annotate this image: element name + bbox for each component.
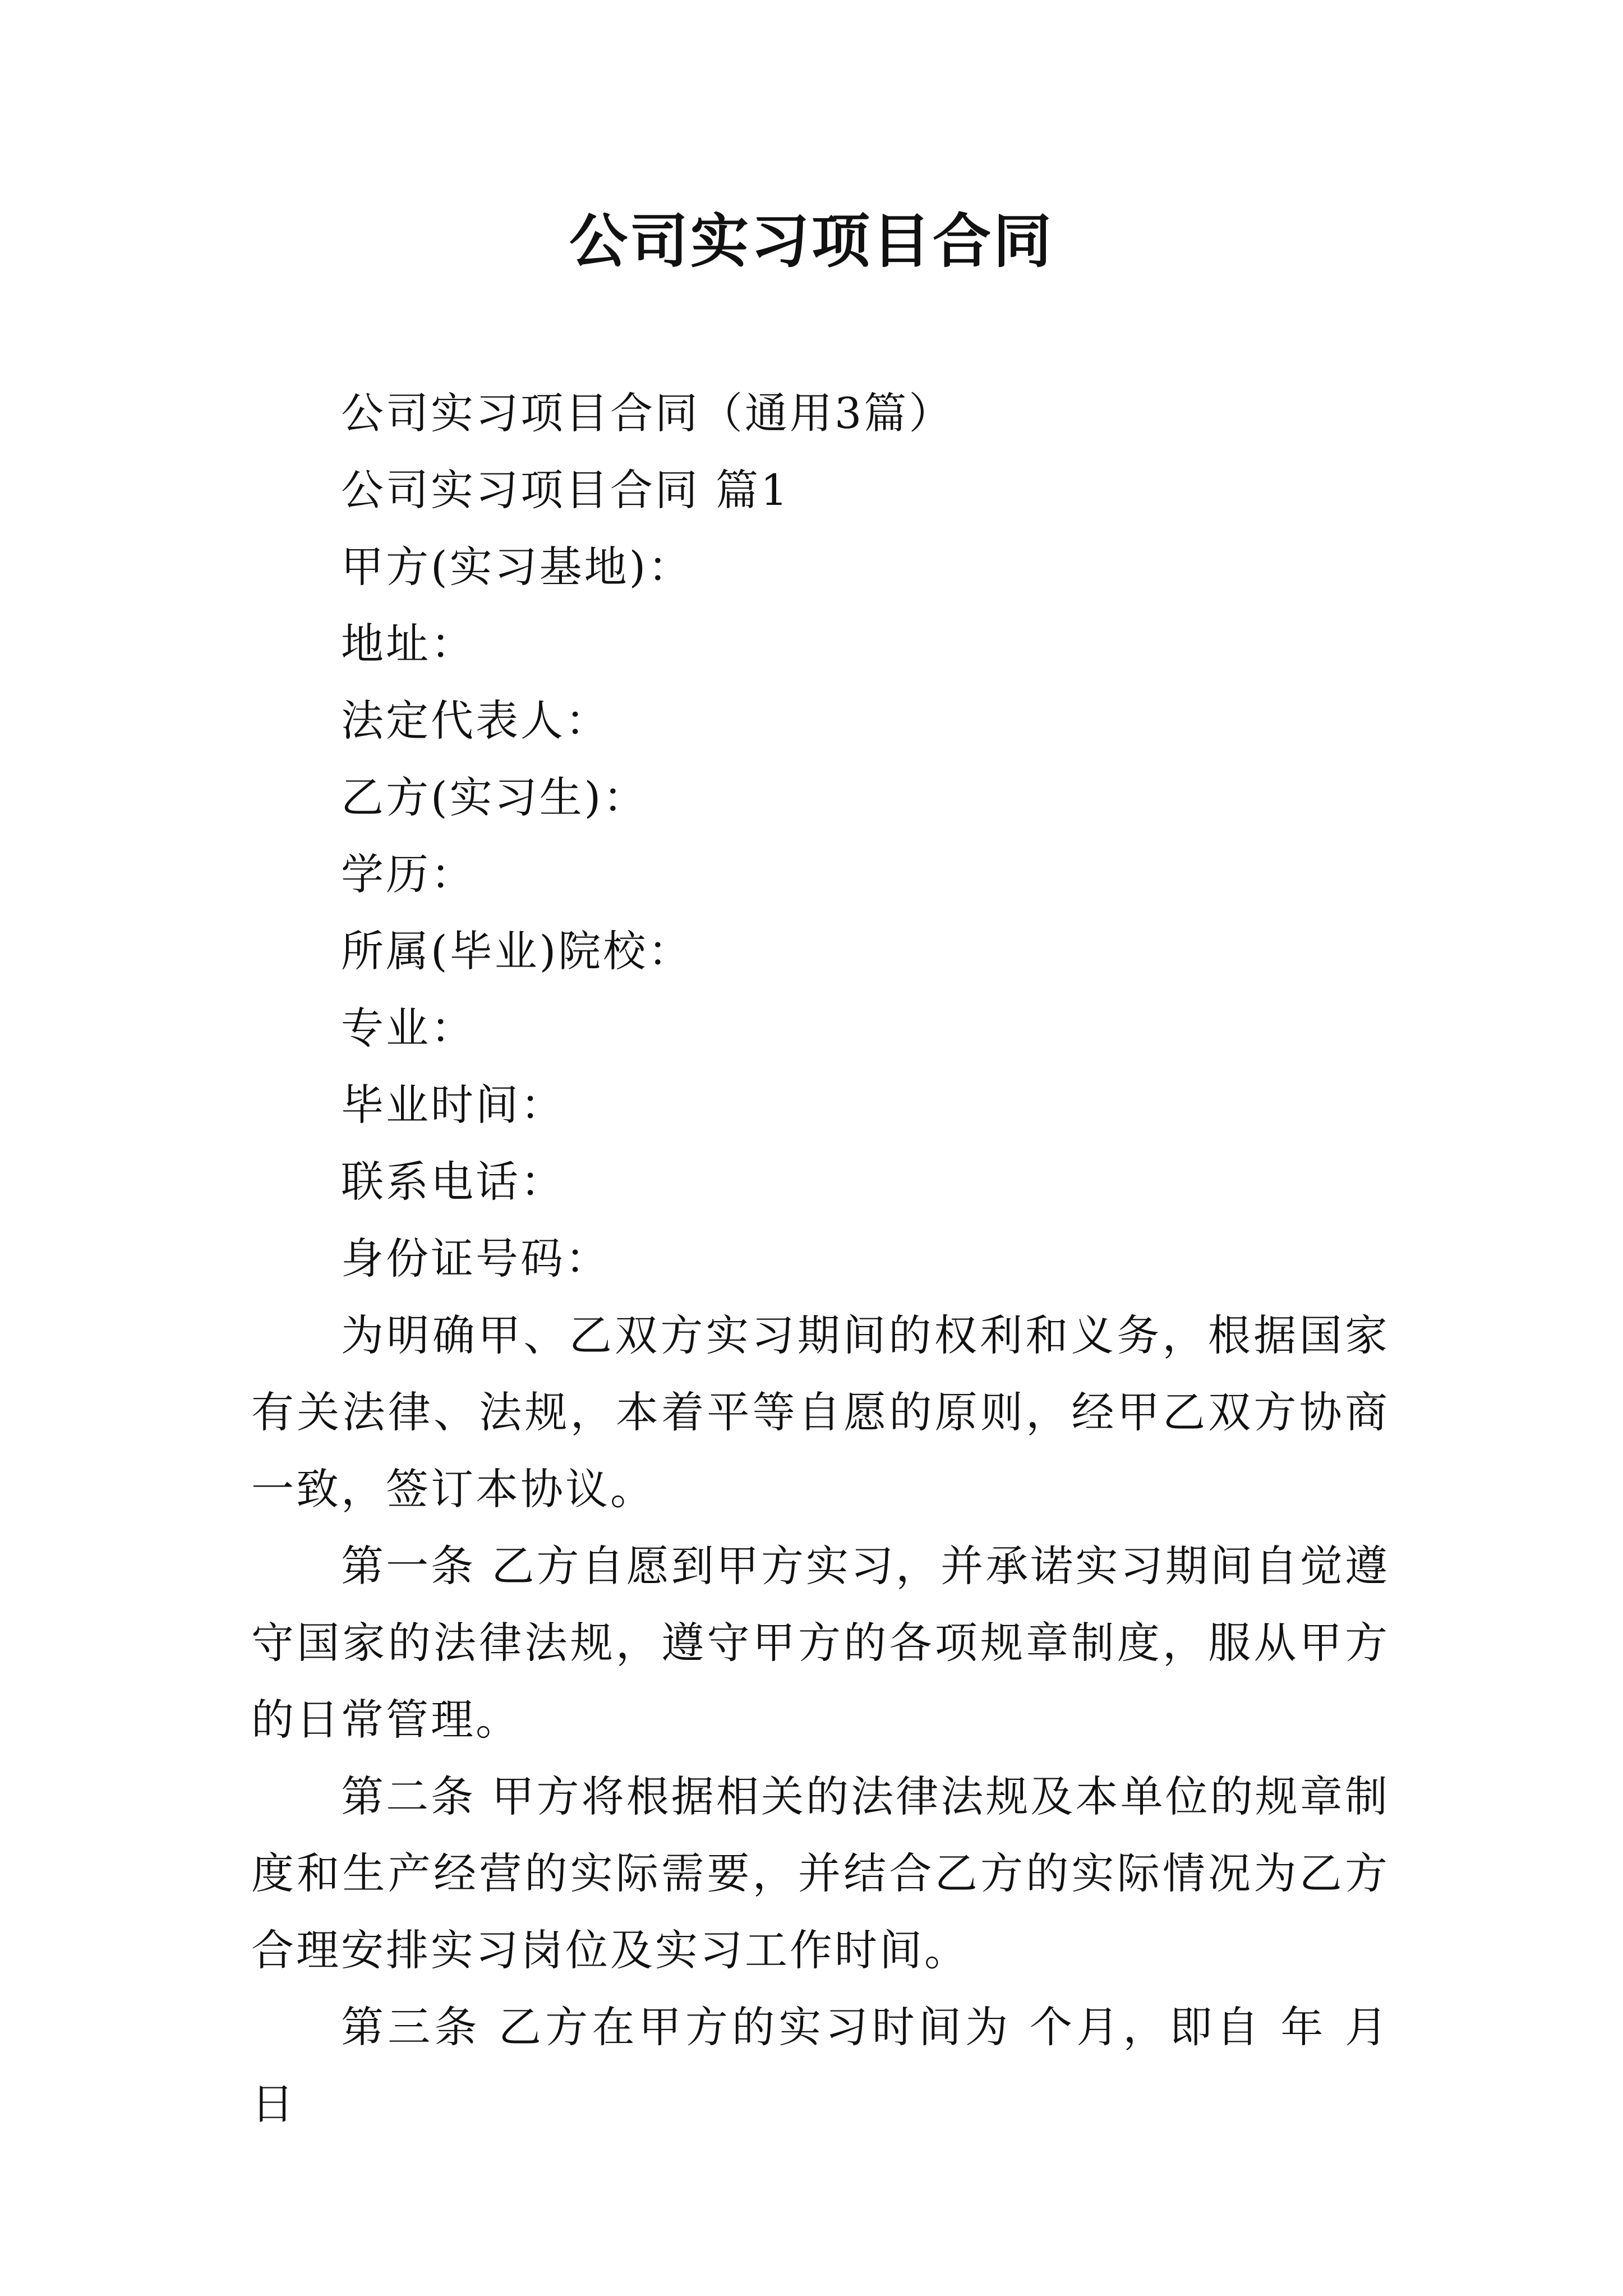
document-subtitle: 公司实习项目合同（通用3篇）	[341, 388, 954, 438]
field-address: 地址：	[341, 619, 476, 669]
field-party-a: 甲方(实习基地)：	[341, 542, 693, 592]
field-education: 学历：	[341, 849, 476, 899]
field-graduation-time: 毕业时间：	[341, 1080, 565, 1130]
section-heading: 公司实习项目合同 篇1	[341, 465, 790, 515]
field-phone: 联系电话：	[341, 1157, 565, 1207]
document-body	[251, 375, 1390, 2142]
paragraph-preamble: 为明确甲、乙双方实习期间的权利和义务，根据国家有关法律、法规，本着平等自愿的原则，经甲乙双方协商一致，签订本协议。	[251, 1310, 1390, 1514]
paragraph-article-1: 第一条 乙方自愿到甲方实习，并承诺实习期间自觉遵守国家的法律法规，遵守甲方的各项规章制度，服从甲方的日常管理。	[251, 1541, 1390, 1745]
paragraph-article-3: 第三条 乙方在甲方的实习时间为 个月，即自 年 月日	[251, 2002, 1390, 2129]
document-title: 公司实习项目合同	[569, 206, 1054, 275]
field-id-number: 身份证号码：	[341, 1234, 610, 1283]
field-party-b: 乙方(实习生)：	[341, 772, 648, 822]
field-major: 专业：	[341, 1003, 476, 1053]
field-school: 所属(毕业)院校：	[341, 926, 693, 976]
paragraph-article-2: 第二条 甲方将根据相关的法律法规及本单位的规章制度和生产经营的实际需要，并结合乙方的实际情况为乙方合理安排实习岗位及实习工作时间。	[251, 1772, 1390, 1975]
field-legal-representative: 法定代表人：	[341, 696, 610, 746]
